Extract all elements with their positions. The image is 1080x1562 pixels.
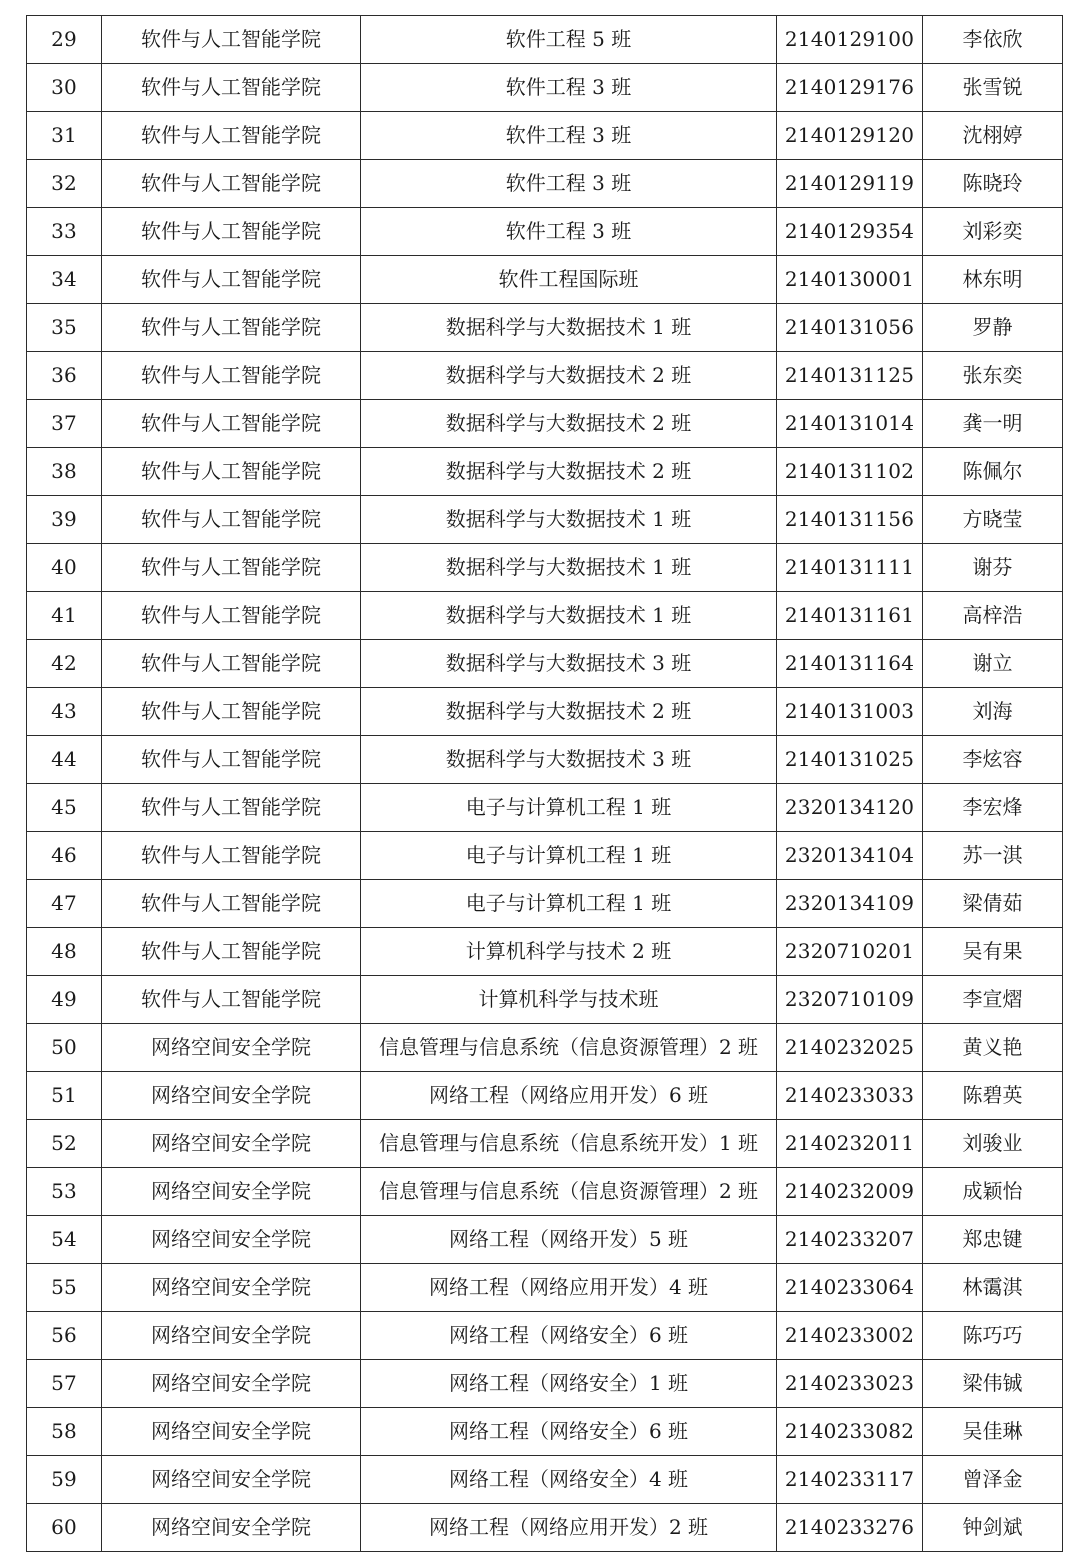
college-name: 软件与人工智能学院 [102,304,361,352]
table-row [27,544,1063,592]
table-row [27,1264,1063,1312]
student-id: 2140233207 [777,1216,923,1264]
college-name: 软件与人工智能学院 [102,592,361,640]
table-row [27,400,1063,448]
student-id: 2140129354 [777,208,923,256]
student-name: 梁伟铖 [923,1360,1063,1408]
college-name: 软件与人工智能学院 [102,832,361,880]
class-name: 软件工程 3 班 [361,64,777,112]
college-name: 软件与人工智能学院 [102,160,361,208]
table-row [27,784,1063,832]
student-id: 2140232025 [777,1024,923,1072]
student-name: 刘海 [923,688,1063,736]
class-name: 数据科学与大数据技术 1 班 [361,304,777,352]
student-name: 陈巧巧 [923,1312,1063,1360]
college-name: 网络空间安全学院 [102,1264,361,1312]
row-number: 41 [27,592,102,640]
row-number: 44 [27,736,102,784]
college-name: 软件与人工智能学院 [102,640,361,688]
student-name: 黄义艳 [923,1024,1063,1072]
row-number: 34 [27,256,102,304]
student-name: 陈碧英 [923,1072,1063,1120]
college-name: 软件与人工智能学院 [102,400,361,448]
table-row [27,1072,1063,1120]
college-name: 网络空间安全学院 [102,1360,361,1408]
row-number: 40 [27,544,102,592]
student-id: 2320710201 [777,928,923,976]
student-id: 2140129176 [777,64,923,112]
row-number: 59 [27,1456,102,1504]
class-name: 软件工程国际班 [361,256,777,304]
table-row [27,928,1063,976]
student-name: 李依欣 [923,16,1063,64]
table-row [27,832,1063,880]
college-name: 软件与人工智能学院 [102,448,361,496]
student-name: 张东奕 [923,352,1063,400]
student-id: 2140129120 [777,112,923,160]
student-name: 高梓浩 [923,592,1063,640]
row-number: 48 [27,928,102,976]
table-row [27,448,1063,496]
table-row [27,1456,1063,1504]
student-name: 谢立 [923,640,1063,688]
row-number: 46 [27,832,102,880]
college-name: 网络空间安全学院 [102,1504,361,1552]
class-name: 电子与计算机工程 1 班 [361,784,777,832]
college-name: 软件与人工智能学院 [102,544,361,592]
class-name: 网络工程（网络开发）5 班 [361,1216,777,1264]
college-name: 网络空间安全学院 [102,1120,361,1168]
table-row [27,496,1063,544]
student-name: 谢芬 [923,544,1063,592]
row-number: 56 [27,1312,102,1360]
table-row [27,1360,1063,1408]
class-name: 数据科学与大数据技术 2 班 [361,352,777,400]
student-id: 2140130001 [777,256,923,304]
student-id: 2140131056 [777,304,923,352]
row-number: 55 [27,1264,102,1312]
college-name: 软件与人工智能学院 [102,64,361,112]
college-name: 软件与人工智能学院 [102,784,361,832]
student-name: 刘彩奕 [923,208,1063,256]
student-name: 郑忠键 [923,1216,1063,1264]
student-name: 苏一淇 [923,832,1063,880]
student-name: 方晓莹 [923,496,1063,544]
row-number: 49 [27,976,102,1024]
row-number: 36 [27,352,102,400]
student-name: 梁倩茹 [923,880,1063,928]
student-id: 2140233033 [777,1072,923,1120]
student-name: 曾泽金 [923,1456,1063,1504]
table-row [27,1168,1063,1216]
row-number: 53 [27,1168,102,1216]
class-name: 网络工程（网络应用开发）6 班 [361,1072,777,1120]
row-number: 35 [27,304,102,352]
roster-table-body [27,16,1063,1552]
student-name: 刘骏业 [923,1120,1063,1168]
class-name: 软件工程 5 班 [361,16,777,64]
table-row [27,1312,1063,1360]
class-name: 网络工程（网络应用开发）4 班 [361,1264,777,1312]
row-number: 45 [27,784,102,832]
class-name: 电子与计算机工程 1 班 [361,832,777,880]
class-name: 信息管理与信息系统（信息资源管理）2 班 [361,1168,777,1216]
class-name: 网络工程（网络安全）6 班 [361,1312,777,1360]
class-name: 数据科学与大数据技术 2 班 [361,400,777,448]
college-name: 网络空间安全学院 [102,1312,361,1360]
row-number: 42 [27,640,102,688]
college-name: 网络空间安全学院 [102,1456,361,1504]
student-id: 2320134104 [777,832,923,880]
student-id: 2140131125 [777,352,923,400]
student-id: 2140233023 [777,1360,923,1408]
college-name: 软件与人工智能学院 [102,976,361,1024]
student-id: 2140131156 [777,496,923,544]
student-name: 林东明 [923,256,1063,304]
class-name: 数据科学与大数据技术 1 班 [361,496,777,544]
class-name: 信息管理与信息系统（信息资源管理）2 班 [361,1024,777,1072]
college-name: 软件与人工智能学院 [102,880,361,928]
row-number: 39 [27,496,102,544]
student-id: 2140233276 [777,1504,923,1552]
student-name: 李炫容 [923,736,1063,784]
college-name: 软件与人工智能学院 [102,688,361,736]
college-name: 软件与人工智能学院 [102,352,361,400]
class-name: 网络工程（网络安全）4 班 [361,1456,777,1504]
class-name: 数据科学与大数据技术 2 班 [361,448,777,496]
table-row [27,640,1063,688]
college-name: 网络空间安全学院 [102,1072,361,1120]
class-name: 软件工程 3 班 [361,160,777,208]
class-name: 数据科学与大数据技术 2 班 [361,688,777,736]
class-name: 数据科学与大数据技术 3 班 [361,640,777,688]
student-id: 2140131111 [777,544,923,592]
class-name: 计算机科学与技术 2 班 [361,928,777,976]
class-name: 软件工程 3 班 [361,112,777,160]
class-name: 数据科学与大数据技术 1 班 [361,544,777,592]
student-id: 2140131161 [777,592,923,640]
student-name: 陈佩尔 [923,448,1063,496]
college-name: 网络空间安全学院 [102,1216,361,1264]
row-number: 51 [27,1072,102,1120]
student-id: 2140131025 [777,736,923,784]
college-name: 软件与人工智能学院 [102,736,361,784]
table-row [27,976,1063,1024]
student-id: 2140233064 [777,1264,923,1312]
student-id: 2140232009 [777,1168,923,1216]
student-id: 2140129119 [777,160,923,208]
class-name: 计算机科学与技术班 [361,976,777,1024]
table-row [27,64,1063,112]
class-name: 网络工程（网络应用开发）2 班 [361,1504,777,1552]
table-row [27,1216,1063,1264]
row-number: 31 [27,112,102,160]
table-row [27,256,1063,304]
table-row [27,688,1063,736]
row-number: 37 [27,400,102,448]
table-row [27,592,1063,640]
table-row [27,208,1063,256]
student-id: 2140233082 [777,1408,923,1456]
college-name: 软件与人工智能学院 [102,16,361,64]
table-row [27,1120,1063,1168]
table-row [27,112,1063,160]
row-number: 43 [27,688,102,736]
college-name: 软件与人工智能学院 [102,112,361,160]
student-id: 2140129100 [777,16,923,64]
student-name: 成颖怡 [923,1168,1063,1216]
student-name: 林霭淇 [923,1264,1063,1312]
student-name: 吴有果 [923,928,1063,976]
student-id: 2320710109 [777,976,923,1024]
row-number: 33 [27,208,102,256]
row-number: 30 [27,64,102,112]
row-number: 32 [27,160,102,208]
class-name: 电子与计算机工程 1 班 [361,880,777,928]
student-id: 2140131014 [777,400,923,448]
table-row [27,16,1063,64]
row-number: 50 [27,1024,102,1072]
student-id: 2320134109 [777,880,923,928]
class-name: 数据科学与大数据技术 1 班 [361,592,777,640]
class-name: 数据科学与大数据技术 3 班 [361,736,777,784]
student-name: 罗静 [923,304,1063,352]
table-row [27,160,1063,208]
row-number: 52 [27,1120,102,1168]
student-id: 2140233117 [777,1456,923,1504]
student-id: 2140131003 [777,688,923,736]
table-row [27,352,1063,400]
row-number: 54 [27,1216,102,1264]
table-row [27,880,1063,928]
student-name: 李宣熠 [923,976,1063,1024]
student-name: 李宏烽 [923,784,1063,832]
student-name: 陈晓玲 [923,160,1063,208]
student-name: 沈栩婷 [923,112,1063,160]
student-id: 2140232011 [777,1120,923,1168]
row-number: 58 [27,1408,102,1456]
student-id: 2140233002 [777,1312,923,1360]
student-id: 2140131102 [777,448,923,496]
table-row [27,736,1063,784]
table-row [27,1504,1063,1552]
row-number: 47 [27,880,102,928]
row-number: 57 [27,1360,102,1408]
row-number: 38 [27,448,102,496]
table-row [27,1408,1063,1456]
class-name: 信息管理与信息系统（信息系统开发）1 班 [361,1120,777,1168]
college-name: 网络空间安全学院 [102,1024,361,1072]
student-name: 吴佳琳 [923,1408,1063,1456]
college-name: 软件与人工智能学院 [102,208,361,256]
college-name: 网络空间安全学院 [102,1168,361,1216]
college-name: 软件与人工智能学院 [102,256,361,304]
table-row [27,304,1063,352]
student-name: 龚一明 [923,400,1063,448]
student-id: 2320134120 [777,784,923,832]
roster-sheet [26,15,1062,1552]
college-name: 网络空间安全学院 [102,1408,361,1456]
college-name: 软件与人工智能学院 [102,928,361,976]
student-name: 钟剑斌 [923,1504,1063,1552]
class-name: 网络工程（网络安全）1 班 [361,1360,777,1408]
table-row [27,1024,1063,1072]
college-name: 软件与人工智能学院 [102,496,361,544]
row-number: 60 [27,1504,102,1552]
student-name: 张雪锐 [923,64,1063,112]
class-name: 软件工程 3 班 [361,208,777,256]
student-id: 2140131164 [777,640,923,688]
roster-table [26,15,1063,1552]
row-number: 29 [27,16,102,64]
class-name: 网络工程（网络安全）6 班 [361,1408,777,1456]
